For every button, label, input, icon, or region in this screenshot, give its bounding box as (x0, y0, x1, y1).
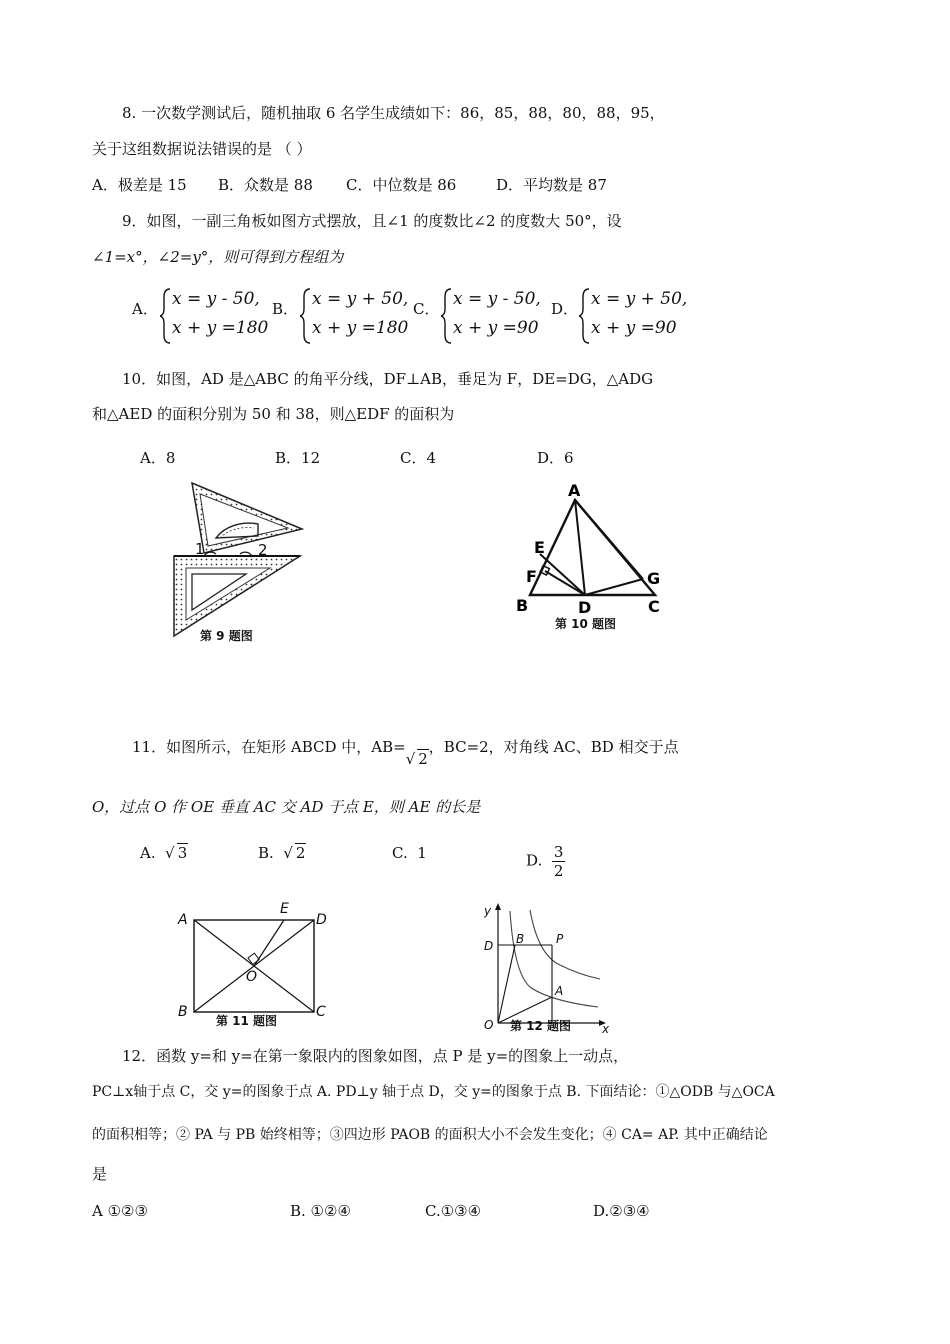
q9-system-c-eq1: x = y - 50, (453, 289, 541, 309)
fig11-label-o: O (246, 969, 258, 985)
fig12-label-y: y (484, 904, 492, 918)
q8-option-a: A．极差是 15 (92, 176, 187, 194)
q12-line4: 是 (92, 1165, 108, 1183)
fig10-caption: 第 10 题图 (555, 617, 617, 631)
figure-11 (170, 895, 345, 1030)
fig9-label-1: 1 (195, 540, 205, 558)
q11-option-a: A. √ 3 (140, 844, 188, 862)
q11-option-d: D. $\frac{3}{2}$ (526, 843, 564, 880)
q10-option-a: A．8 (140, 449, 176, 467)
q10-option-b: B．12 (275, 449, 321, 467)
fig10-label-c: C (648, 597, 660, 616)
q12-option-c: C.①③④ (425, 1202, 482, 1220)
q9-system-c-eq2: x + y =90 (453, 318, 539, 338)
fig12-label-a: A (555, 984, 564, 998)
q9-line1: 9．如图，一副三角板如图方式摆放，且∠1 的度数比∠2 的度数大 50°，设 (122, 212, 622, 230)
fig11-label-d: D (316, 912, 327, 928)
fig11-label-e: E (280, 901, 289, 917)
q10-option-c: C．4 (400, 449, 437, 467)
q11-line1-end: ，BC=2，对角线 AC、BD 相交于点 (428, 738, 679, 756)
q12-option-a: A ①②③ (92, 1202, 148, 1220)
q8-line2: 关于这组数据说法错误的是 （ ） (92, 140, 312, 158)
q9-system-a-label: A． (132, 300, 158, 318)
q9-system-a-eq1: x = y - 50, (172, 289, 260, 309)
brace-icon (160, 287, 172, 345)
fig10-label-g: G (647, 569, 661, 588)
q11-option-b: B. √ 2 (258, 844, 306, 862)
brace-icon (579, 287, 591, 345)
q9-system-b-eq1: x = y + 50, (312, 289, 409, 309)
fig12-label-o: O (484, 1018, 494, 1032)
q8-option-b: B．众数是 88 (218, 176, 313, 194)
q10-line1: 10．如图，AD 是△ABC 的角平分线，DF⊥AB，垂足为 F，DE=DG，△ADG (122, 370, 654, 388)
q12-option-d: D.②③④ (593, 1202, 650, 1220)
fig12-label-p: P (556, 932, 564, 946)
q12-option-b: B. ①②④ (290, 1202, 351, 1220)
q8-line1: 8. 一次数学测试后，随机抽取 6 名学生成绩如下：86，85，88，80，88，95， (122, 104, 665, 122)
fig9-label-2: 2 (258, 541, 268, 559)
q12-line1: 12．函数 y=和 y=在第一象限内的图象如图，点 P 是 y=的图象上一动点， (122, 1047, 629, 1065)
q11-line2: O，过点 O 作 OE 垂直 AC 交 AD 于点 E，则 AE 的长是 (92, 798, 481, 816)
q8-option-d: D．平均数是 87 (496, 176, 607, 194)
q9-system-d-label: D． (551, 300, 579, 318)
q9-line2: ∠1=x°，∠2=y°，则可得到方程组为 (92, 248, 344, 266)
q9-system-b-eq2: x + y =180 (312, 318, 409, 338)
q10-line2: 和△AED 的面积分别为 50 和 38，则△EDF 的面积为 (92, 405, 455, 423)
q9-system-d-eq2: x + y =90 (591, 318, 677, 338)
q9-system-b-label: B． (272, 300, 299, 318)
figure-10 (510, 478, 670, 618)
q9-system-a-eq2: x + y =180 (172, 318, 269, 338)
fig11-label-c: C (316, 1004, 326, 1020)
fig10-label-e: E (534, 538, 545, 557)
figure-12 (480, 895, 615, 1035)
fig9-caption: 第 9 题图 (200, 629, 253, 643)
q10-option-d: D．6 (537, 449, 574, 467)
fig12-caption: 第 12 题图 (510, 1019, 572, 1033)
q12-line2: PC⊥x轴于点 C，交 y=的图象于点 A. PD⊥y 轴于点 D，交 y=的图象于点 B. 下面结论：①△ODB 与△OCA (92, 1084, 775, 1100)
q9-system-d-eq1: x = y + 50, (591, 289, 688, 309)
q9-system-c-label: C． (413, 300, 440, 318)
q11-line1 (132, 737, 679, 768)
fig12-label-d: D (484, 939, 494, 953)
fig12-label-b: B (516, 932, 525, 946)
fig10-label-f: F (526, 567, 537, 586)
fig11-label-b: B (178, 1004, 188, 1020)
q11-line1-start: 11．如图所示，在矩形 ABCD 中，AB= (132, 738, 406, 756)
fig11-label-a: A (178, 912, 188, 928)
fig10-label-d: D (578, 598, 592, 617)
q8-option-c: C．中位数是 86 (346, 176, 457, 194)
fig10-label-b: B (516, 596, 529, 615)
q11-option-c: C. 1 (392, 844, 427, 862)
brace-icon (441, 287, 453, 345)
fig12-label-x: x (602, 1022, 610, 1035)
fig11-caption: 第 11 题图 (216, 1014, 278, 1028)
brace-icon (300, 287, 312, 345)
sqrt-ab: √ 2 (405, 750, 428, 768)
q12-line3: 的面积相等；② PA 与 PB 始终相等；③四边形 PAOB 的面积大小不会发生变化；④ CA= AP. 其中正确结论 (92, 1127, 768, 1143)
fig10-label-a: A (568, 481, 581, 500)
